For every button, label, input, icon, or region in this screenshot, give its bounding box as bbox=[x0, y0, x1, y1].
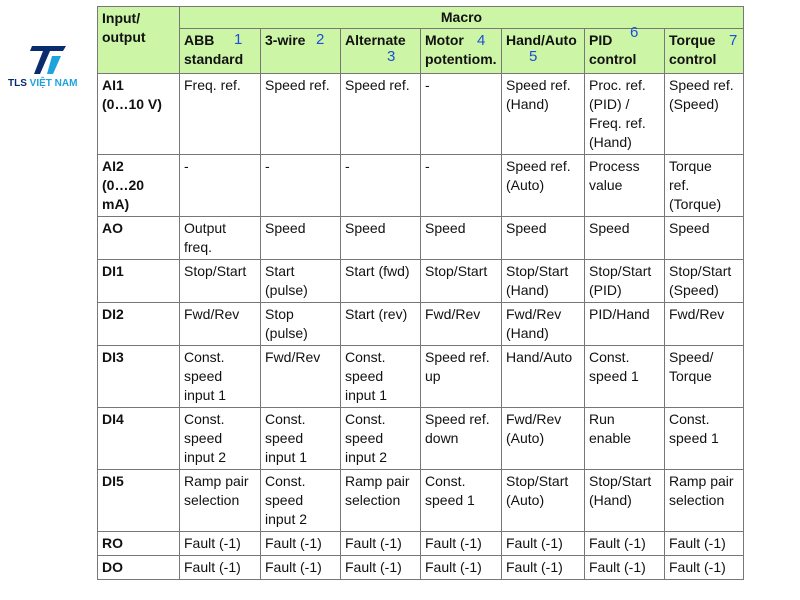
table-cell: - bbox=[421, 155, 502, 217]
table-cell: Fwd/Rev bbox=[421, 303, 502, 346]
row-io-label: AI2 (0…20 mA) bbox=[98, 155, 180, 217]
table-cell: Const. speed input 2 bbox=[180, 408, 261, 470]
corner-header bbox=[98, 7, 180, 74]
column-header-row bbox=[98, 29, 744, 74]
table-body bbox=[98, 74, 744, 580]
table-row bbox=[98, 408, 744, 470]
column-header-label: 3-wire bbox=[265, 32, 306, 48]
column-header-label: ABB standard bbox=[184, 32, 244, 67]
column-header-3 bbox=[341, 29, 421, 74]
column-header-6 bbox=[585, 24, 665, 74]
table-cell: Const. speed 1 bbox=[665, 408, 744, 470]
column-header-7 bbox=[665, 29, 744, 74]
table-cell: Fault (-1) bbox=[502, 532, 585, 556]
column-number-annotation: 4 bbox=[477, 32, 486, 49]
table-row bbox=[98, 260, 744, 303]
column-number-annotation: 6 bbox=[630, 24, 639, 41]
table-row bbox=[98, 346, 744, 408]
row-io-label: DI1 bbox=[98, 260, 180, 303]
table-row bbox=[98, 556, 744, 580]
column-number-annotation: 7 bbox=[729, 32, 738, 49]
row-io-label: DI4 bbox=[98, 408, 180, 470]
table-cell: Const. speed input 1 bbox=[261, 408, 341, 470]
table-cell: Speed/ Torque bbox=[665, 346, 744, 408]
macro-group-header bbox=[180, 7, 744, 29]
table-row bbox=[98, 155, 744, 217]
table-cell: Const. speed 1 bbox=[585, 346, 665, 408]
row-io-label: DO bbox=[98, 556, 180, 580]
table-cell: Fwd/Rev bbox=[180, 303, 261, 346]
column-header-4 bbox=[421, 29, 502, 74]
column-header-label: Motor potentiom. bbox=[425, 32, 497, 67]
table-row bbox=[98, 217, 744, 260]
table-cell: Process value bbox=[585, 155, 665, 217]
logo-country: VIỆT NAM bbox=[29, 78, 78, 89]
table-cell: Fault (-1) bbox=[585, 556, 665, 580]
table-cell: Stop (pulse) bbox=[261, 303, 341, 346]
tls-logo-icon bbox=[28, 44, 70, 76]
column-header-label: Alternate bbox=[345, 32, 406, 48]
table-cell: Fault (-1) bbox=[341, 556, 421, 580]
row-io-label: DI5 bbox=[98, 470, 180, 532]
table-cell: Stop/Start bbox=[421, 260, 502, 303]
column-header-2 bbox=[261, 29, 341, 74]
company-logo bbox=[8, 44, 90, 100]
table-cell: Speed ref. (Hand) bbox=[502, 74, 585, 155]
table-cell: Speed ref. (Auto) bbox=[502, 155, 585, 217]
table-cell: Fault (-1) bbox=[585, 532, 665, 556]
table-cell: Fault (-1) bbox=[665, 556, 744, 580]
table-cell: Output freq. bbox=[180, 217, 261, 260]
table-cell: Speed bbox=[502, 217, 585, 260]
table-cell: Fault (-1) bbox=[421, 532, 502, 556]
table-cell: - bbox=[261, 155, 341, 217]
table-cell: Fault (-1) bbox=[261, 556, 341, 580]
column-header-5 bbox=[502, 29, 585, 74]
table-cell: - bbox=[180, 155, 261, 217]
table-cell: Speed bbox=[341, 217, 421, 260]
table-row bbox=[98, 74, 744, 155]
column-number-annotation: 3 bbox=[387, 48, 396, 65]
table-cell: Speed bbox=[261, 217, 341, 260]
row-io-label: AI1 (0…10 V) bbox=[98, 74, 180, 155]
table-cell: Speed bbox=[665, 217, 744, 260]
table-cell: Stop/Start (Hand) bbox=[585, 470, 665, 532]
table-cell: Speed ref. (Speed) bbox=[665, 74, 744, 155]
table-cell: Const. speed 1 bbox=[421, 470, 502, 532]
table-cell: Freq. ref. bbox=[180, 74, 261, 155]
row-io-label: AO bbox=[98, 217, 180, 260]
table-row bbox=[98, 532, 744, 556]
table-cell: Ramp pair selection bbox=[341, 470, 421, 532]
table-cell: Start (fwd) bbox=[341, 260, 421, 303]
table-cell: Fault (-1) bbox=[502, 556, 585, 580]
table-cell: Stop/Start bbox=[180, 260, 261, 303]
table-cell: - bbox=[341, 155, 421, 217]
table-cell: Fault (-1) bbox=[421, 556, 502, 580]
macro-group-label: Macro bbox=[440, 9, 483, 25]
table-cell: Const. speed input 1 bbox=[341, 346, 421, 408]
table-cell: Const. speed input 2 bbox=[341, 408, 421, 470]
row-io-label: DI3 bbox=[98, 346, 180, 408]
table-cell: Speed ref. up bbox=[421, 346, 502, 408]
column-header-label: Hand/Auto bbox=[506, 32, 577, 48]
table-cell: Fault (-1) bbox=[341, 532, 421, 556]
table-cell: Start (pulse) bbox=[261, 260, 341, 303]
row-io-label: DI2 bbox=[98, 303, 180, 346]
table-cell: Speed ref. bbox=[261, 74, 341, 155]
table-cell: Fault (-1) bbox=[261, 532, 341, 556]
table-cell: Fault (-1) bbox=[180, 556, 261, 580]
table-cell: Proc. ref. (PID) / Freq. ref. (Hand) bbox=[585, 74, 665, 155]
corner-header-label: Input/ output bbox=[102, 10, 146, 45]
table-cell: Const. speed input 1 bbox=[180, 346, 261, 408]
table-cell: Stop/Start (Auto) bbox=[502, 470, 585, 532]
column-header-label: Torque control bbox=[669, 32, 717, 67]
table-cell: Ramp pair selection bbox=[180, 470, 261, 532]
table-cell: Ramp pair selection bbox=[665, 470, 744, 532]
table-cell: PID/Hand bbox=[585, 303, 665, 346]
table-cell: Fwd/Rev bbox=[665, 303, 744, 346]
table-cell: Speed ref. bbox=[341, 74, 421, 155]
table-cell: Torque ref. (Torque) bbox=[665, 155, 744, 217]
column-number-annotation: 5 bbox=[529, 48, 538, 65]
table-cell: - bbox=[421, 74, 502, 155]
table-cell: Stop/Start (Hand) bbox=[502, 260, 585, 303]
table-cell: Fault (-1) bbox=[665, 532, 744, 556]
column-number-annotation: 1 bbox=[234, 31, 243, 48]
table-cell: Stop/Start (Speed) bbox=[665, 260, 744, 303]
table-cell: Speed bbox=[421, 217, 502, 260]
column-header-1 bbox=[180, 29, 261, 74]
table-cell: Start (rev) bbox=[341, 303, 421, 346]
column-number-annotation: 2 bbox=[316, 31, 325, 48]
table-cell: Speed ref. down bbox=[421, 408, 502, 470]
table-cell: Stop/Start (PID) bbox=[585, 260, 665, 303]
table-cell: Fault (-1) bbox=[180, 532, 261, 556]
table-cell: Hand/Auto bbox=[502, 346, 585, 408]
table-cell: Speed bbox=[585, 217, 665, 260]
row-io-label: RO bbox=[98, 532, 180, 556]
table-cell: Fwd/Rev bbox=[261, 346, 341, 408]
logo-wordmark bbox=[8, 78, 90, 89]
table-row bbox=[98, 303, 744, 346]
table-cell: Fwd/Rev (Auto) bbox=[502, 408, 585, 470]
table-cell: Const. speed input 2 bbox=[261, 470, 341, 532]
macro-io-table bbox=[97, 6, 744, 580]
table-cell: Run enable bbox=[585, 408, 665, 470]
logo-brand: TLS bbox=[8, 78, 27, 89]
column-header-label: PID control bbox=[589, 32, 637, 67]
table-row bbox=[98, 470, 744, 532]
table-cell: Fwd/Rev (Hand) bbox=[502, 303, 585, 346]
